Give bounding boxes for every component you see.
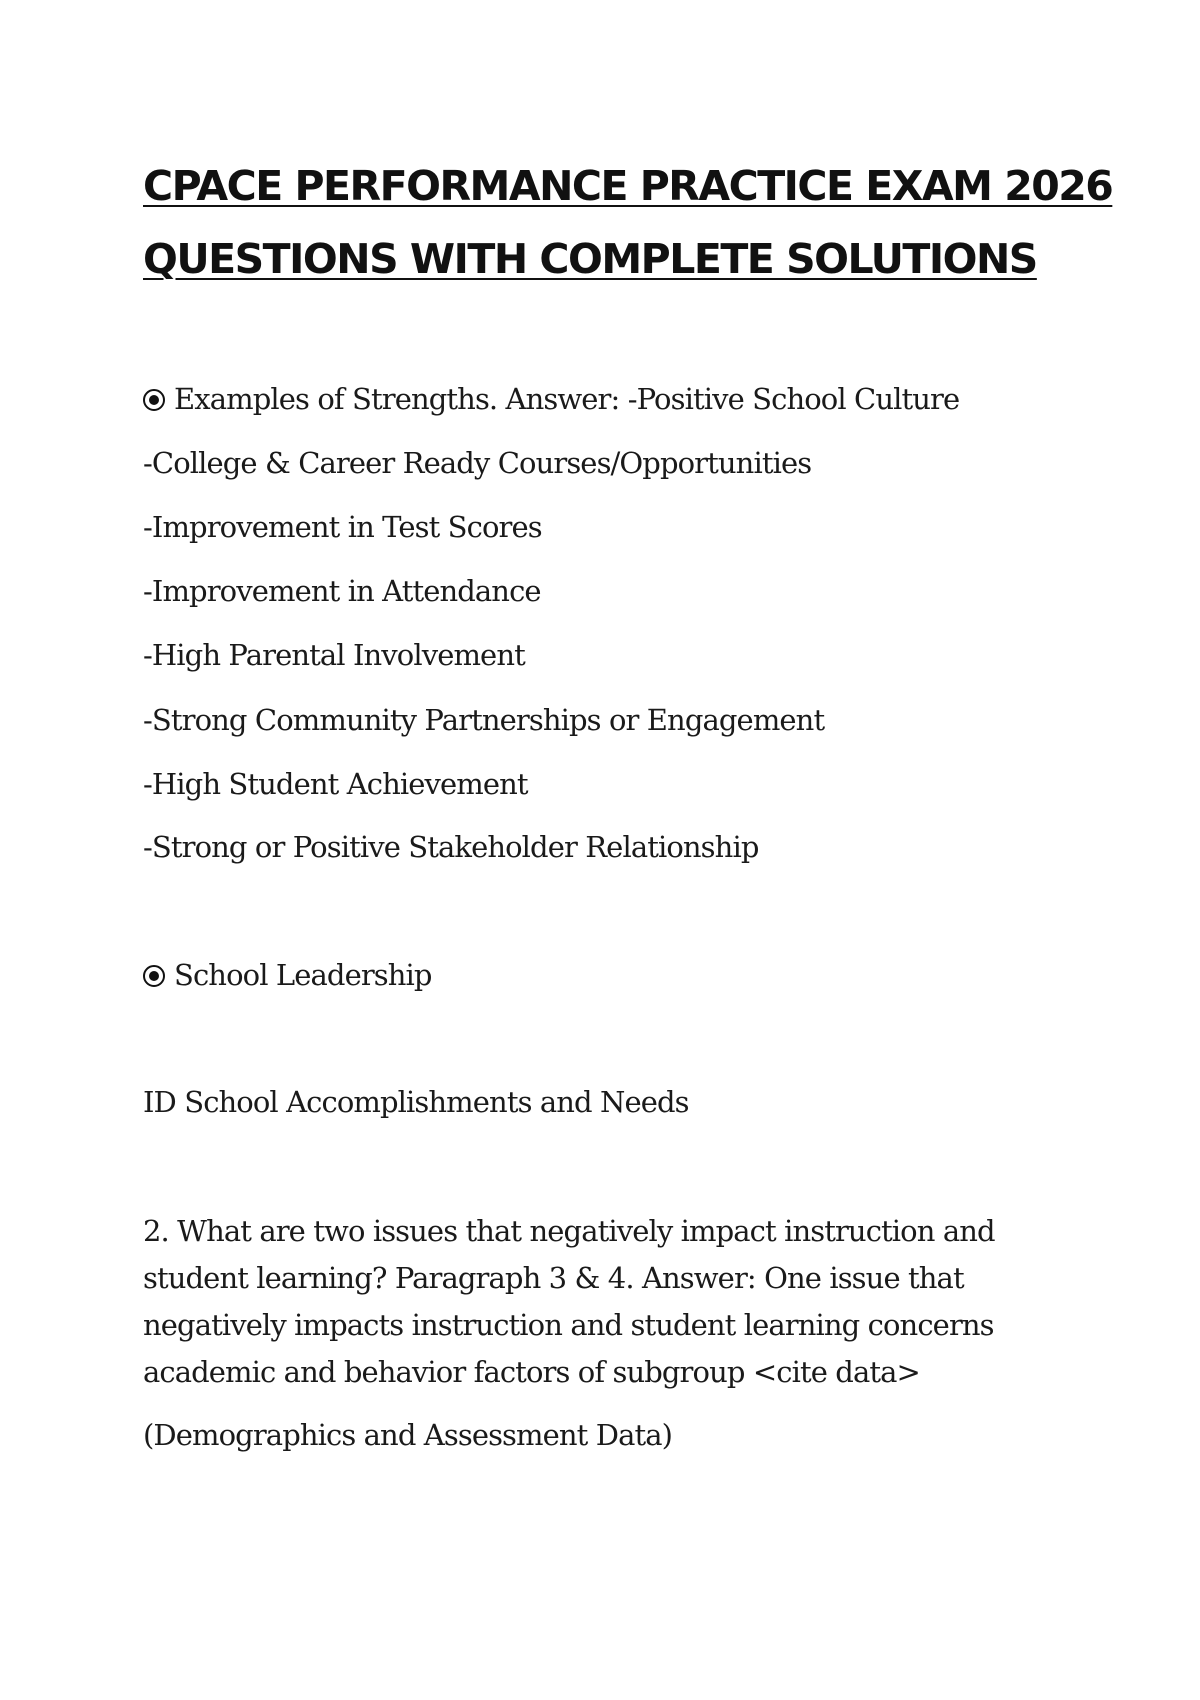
strength-item: -Strong or Positive Stakeholder Relationship [143,830,759,864]
strength-item: -Improvement in Attendance [143,574,541,608]
strengths-heading: Examples of Strengths. Answer: -Positive School Culture [174,382,960,416]
bullet-icon [143,389,165,411]
strengths-heading-row [143,382,959,416]
leadership-heading: School Leadership [174,958,432,992]
section-label: ID School Accomplishments and Needs [143,1085,689,1119]
strength-item: -High Student Achievement [143,767,528,801]
leadership-heading-row [143,958,432,992]
strength-item: -College & Career Ready Courses/Opportunities [143,446,812,480]
document-title [143,150,1113,296]
question-2-text: 2. What are two issues that negatively impact instruction and student learning? Paragraph 3 & 4. Answer: One issue that negatively impacts instruction and student learning concerns academic and behavior factors of subgroup <cite data> [143,1214,995,1389]
strength-item: -Strong Community Partnerships or Engagement [143,703,825,737]
title-line-2: QUESTIONS WITH COMPLETE SOLUTIONS [143,235,1037,283]
title-line-1: CPACE PERFORMANCE PRACTICE EXAM 2026 [143,162,1113,210]
bullet-icon [143,965,165,987]
strength-item: -Improvement in Test Scores [143,510,542,544]
strength-item: -High Parental Involvement [143,638,525,672]
question-2-note: (Demographics and Assessment Data) [143,1418,673,1452]
